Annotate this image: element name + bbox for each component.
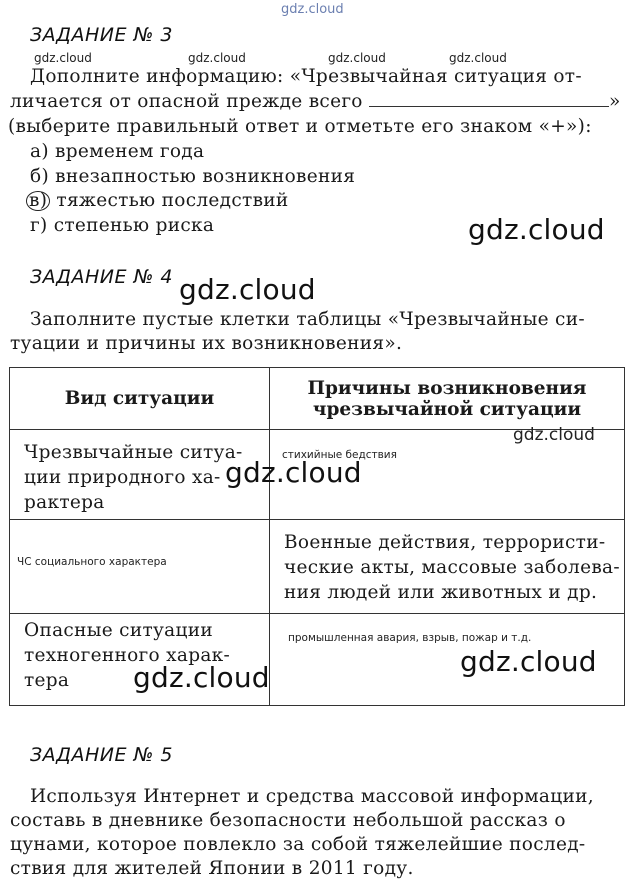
circled-option-marker: в) (26, 191, 50, 211)
table-header-cell (10, 368, 270, 430)
option-marker: б) (30, 166, 49, 187)
col2-header-line1: Причины возникновения (307, 377, 587, 399)
option-c-selected (26, 190, 289, 211)
watermark-small: gdz.cloud (449, 51, 507, 65)
handwritten-answer: промышленная авария, взрыв, пожар и т.д. (288, 632, 532, 644)
task3-text-line1: Дополните информацию: «Чрезвычайная ситуация от- (30, 66, 582, 87)
task3-text-line2 (10, 91, 621, 112)
option-text: тяжестью последствий (56, 190, 289, 211)
task5-text-line: составь в дневнике безопасности небольшой рассказ о (10, 810, 566, 831)
option-a (30, 141, 204, 162)
col1-header: Вид ситуации (64, 388, 215, 409)
cell-line: рактера (24, 492, 105, 513)
watermark-small: gdz.cloud (188, 51, 246, 65)
option-marker: г) (30, 215, 48, 236)
option-marker: а) (30, 141, 49, 162)
option-text: внезапностью возникновения (55, 166, 356, 187)
col2-header-line2: чрезвычайной ситуации (312, 398, 582, 420)
table-row (10, 520, 625, 614)
task4-heading: ЗАДАНИЕ № 4 (30, 266, 173, 288)
table-header-row (10, 368, 625, 430)
handwritten-answer: ЧС социального характера (17, 555, 167, 568)
cell-text (270, 520, 624, 605)
watermark-small: gdz.cloud (513, 425, 595, 445)
task5-text-line: ствия для жителей Японии в 2011 году. (10, 858, 414, 879)
watermark-big: gdz.cloud (460, 645, 597, 678)
watermark-big: gdz.cloud (179, 273, 316, 306)
watermark-big: gdz.cloud (468, 213, 605, 246)
task5-text-line: Используя Интернет и средства массовой информации, (30, 786, 594, 807)
task5-text-line: цунами, которое повлекло за собой тяжелейшие послед- (10, 834, 586, 855)
option-b (30, 166, 355, 187)
answer-blank (369, 92, 609, 107)
option-d (30, 215, 214, 236)
cell-line: Чрезвычайные ситуа- (24, 442, 243, 463)
table-header-cell (270, 368, 625, 430)
watermark-big: gdz.cloud (133, 661, 270, 694)
task5-heading: ЗАДАНИЕ № 5 (30, 744, 173, 766)
task4-text-line2: туации и причины их возникновения». (10, 333, 403, 354)
task3-line2-start: личается от опасной прежде всего (10, 91, 363, 112)
handwritten-answer: стихийные бедствия (282, 449, 397, 461)
cell-line: ции природного ха- (24, 467, 221, 488)
cell-line: ческие акты, массовые заболева- (284, 557, 620, 578)
cell-line: ния людей или животных и др. (284, 582, 598, 603)
option-text: степенью риска (53, 215, 215, 236)
watermark-small: gdz.cloud (34, 51, 92, 65)
table-cell (270, 520, 625, 614)
cell-line: Опасные ситуации (24, 620, 213, 641)
task3-line2-end: » (608, 91, 621, 112)
cell-line: Военные действия, террористи- (284, 532, 606, 553)
task4-text-line1: Заполните пустые клетки таблицы «Чрезвычайные си- (30, 309, 585, 330)
table-cell (10, 520, 270, 614)
cell-line: техногенного харак- (24, 645, 231, 666)
watermark-top: gdz.cloud (281, 2, 344, 17)
cell-line: тера (24, 670, 70, 691)
option-text: временем года (55, 141, 205, 162)
task3-text-line3: (выберите правильный ответ и отметьте его знаком «+»): (8, 116, 592, 137)
watermark-small: gdz.cloud (328, 51, 386, 65)
task3-heading: ЗАДАНИЕ № 3 (30, 24, 173, 46)
watermark-big: gdz.cloud (225, 456, 362, 489)
